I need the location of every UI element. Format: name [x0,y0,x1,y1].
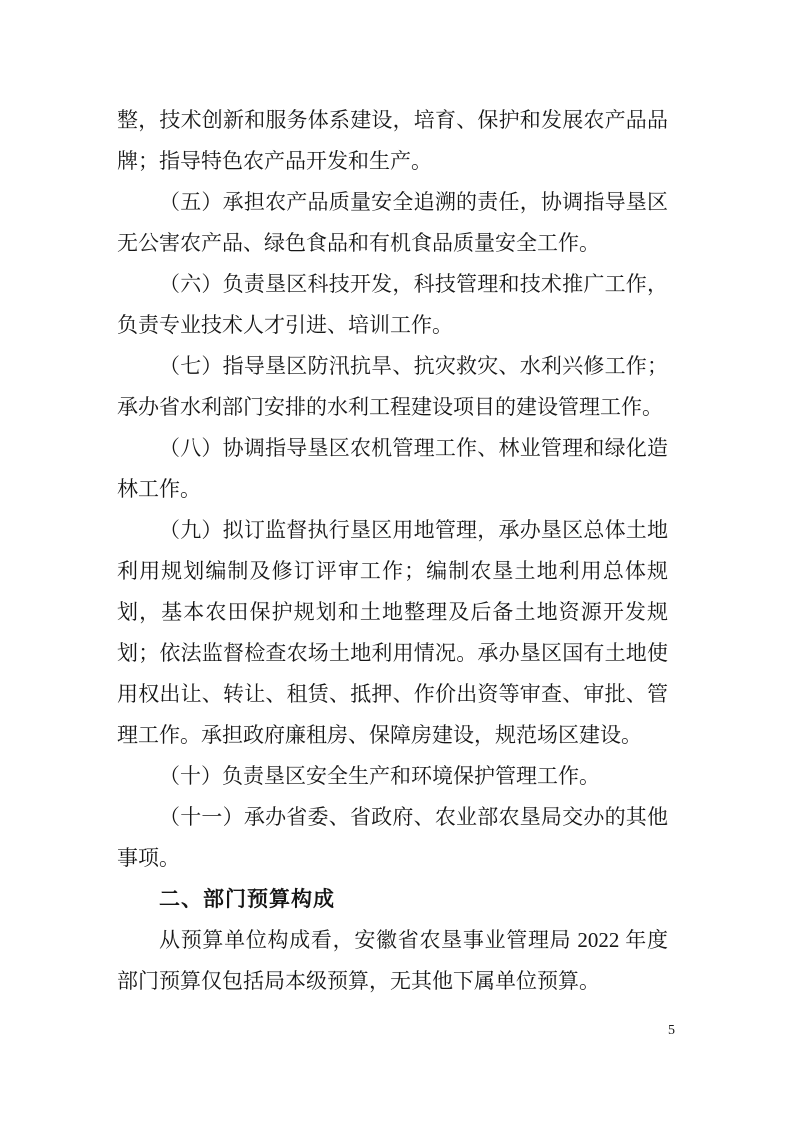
section-heading-budget-composition: 二、部门预算构成 [159,888,335,911]
paragraph-duty-7: （七）指导垦区防汛抗旱、抗灾救灾、水利兴修工作；承办省水利部门安排的水利工程建设项目的建设管理工作。 [117,354,668,419]
paragraph-budget-units: 从预算单位构成看，安徽省农垦事业管理局 2022 年度部门预算仅包括局本级预算，无其他下属单位预算。 [117,928,668,993]
paragraph-duty-5: （五）承担农产品质量安全追溯的责任，协调指导垦区无公害农产品、绿色食品和有机食品质量安全工作。 [117,190,668,255]
paragraph-duty-11: （十一）承办省委、省政府、农业部农垦局交办的其他事项。 [117,805,668,870]
paragraph-continuation: 整，技术创新和服务体系建设，培育、保护和发展农产品品牌；指导特色农产品开发和生产。 [117,108,668,173]
paragraph-duty-8: （八）协调指导垦区农机管理工作、林业管理和绿化造林工作。 [117,436,668,501]
paragraph-duty-10: （十）负责垦区安全生产和环境保护管理工作。 [159,764,600,788]
paragraph-duty-9: （九）拟订监督执行垦区用地管理，承办垦区总体土地利用规划编制及修订评审工作；编制农垦土地利用总体规划，基本农田保护规划和土地整理及后备土地资源开发规划；依法监督检查农场土地利用情况。承办垦区国有土地使用权出让、转让、租赁、抵押、作价出资等审查、审批、管理工作。承担政府廉租房、保障房建设，规范场区建设。 [117,518,668,747]
paragraph-duty-6: （六）负责垦区科技开发，科技管理和技术推广工作，负责专业技术人才引进、培训工作。 [117,272,668,337]
page-number: 5 [668,1023,675,1038]
document-body [117,100,668,1002]
